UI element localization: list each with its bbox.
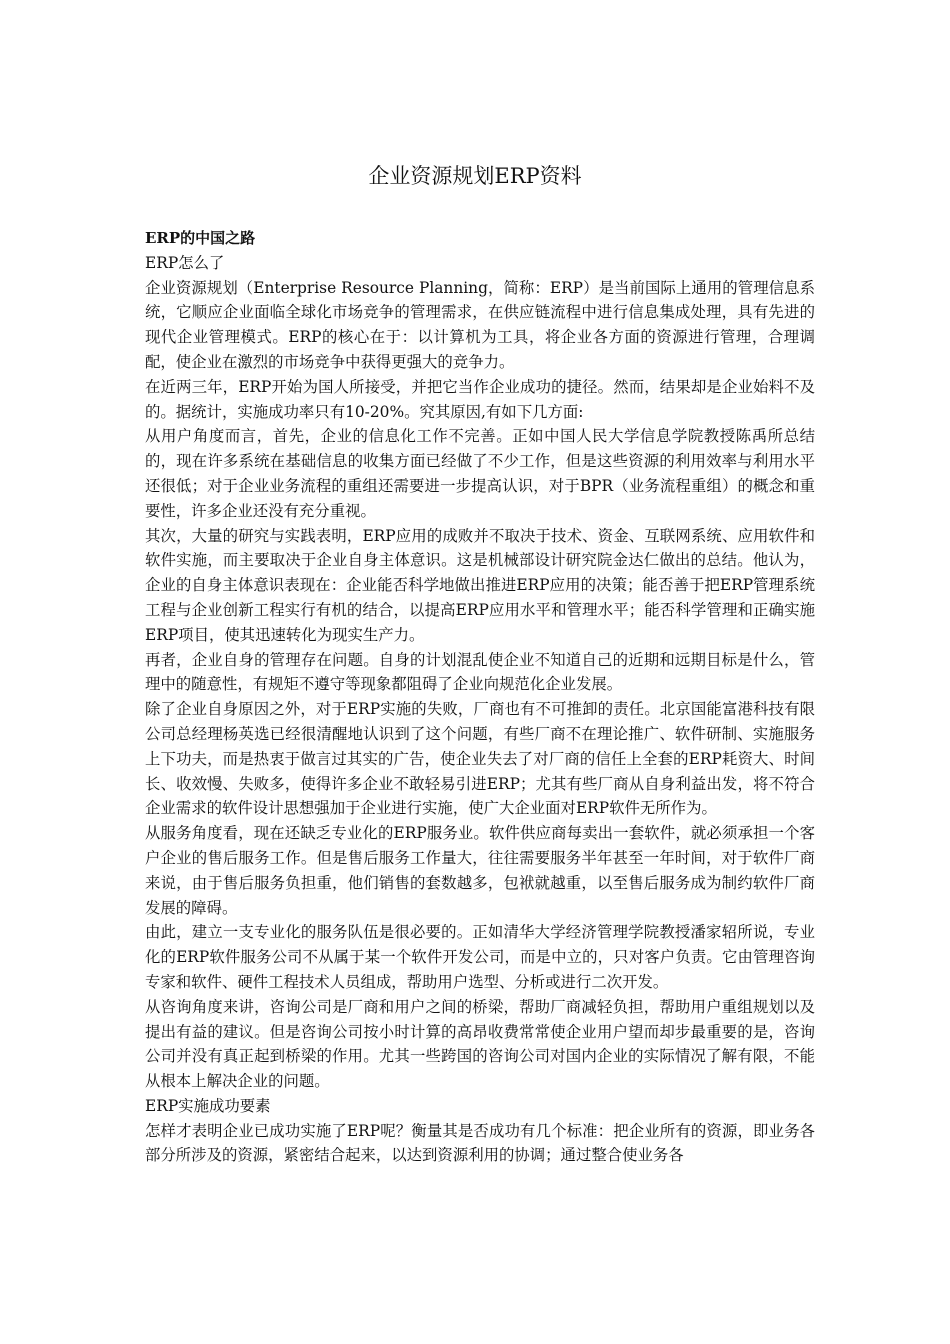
- section-heading: ERP的中国之路: [145, 229, 256, 247]
- paragraph: 怎样才表明企业已成功实施了ERP呢？衡量其是否成功有几个标准：把企业所有的资源，即业务各部分所涉及的资源，紧密结合起来，以达到资源利用的协调；通过整合使业务各: [145, 1121, 815, 1165]
- document-title: 企业资源规划ERP资料: [368, 164, 582, 188]
- paragraph: 其次，大量的研究与实践表明，ERP应用的成败并不取决于技术、资金、互联网系统、应用软件和软件实施，而主要取决于企业自身主体意识。这是机械部设计研究院金达仁做出的总结。他认为，企业的自身主体意识表现在：企业能否科学地做出推进ERP应用的决策；能否善于把ERP管理系统工程与企业创新工程实行有机的结合，以提高ERP应用水平和管理水平；能否科学管理和正确实施ERP项目，使其迅速转化为现实生产力。: [145, 526, 815, 644]
- paragraph: 在近两三年，ERP开始为国人所接受，并把它当作企业成功的捷径。然而，结果却是企业始料不及的。据统计，实施成功率只有10-20%。究其原因,有如下几方面:: [145, 377, 815, 421]
- subheading: ERP实施成功要素: [145, 1096, 271, 1115]
- paragraph: 从用户角度而言，首先，企业的信息化工作不完善。正如中国人民大学信息学院教授陈禹所总结的，现在许多系统在基础信息的收集方面已经做了不少工作，但是这些资源的利用效率与利用水平还很低；对于企业业务流程的重组还需要进一步提高认识，对于BPR（业务流程重组）的概念和重要性，许多企业还没有充分重视。: [145, 427, 815, 520]
- paragraph: 除了企业自身原因之外，对于ERP实施的失败，厂商也有不可推卸的责任。北京国能富港科技有限公司总经理杨英选已经很清醒地认识到了这个问题，有些厂商不在理论推广、软件研制、实施服务上下功夫，而是热衷于做言过其实的广告，使企业失去了对厂商的信任上全套的ERP耗资大、时间长、收效慢、失败多，使得许多企业不敢轻易引进ERP；尤其有些厂商从自身利益出发，将不符合企业需求的软件设计思想强加于企业进行实施，使广大企业面对ERP软件无所作为。: [145, 700, 815, 818]
- paragraph: 企业资源规划（Enterprise Resource Planning，简称：ERP）是当前国际上通用的管理信息系统，它顺应企业面临全球化市场竞争的管理需求，在供应链流程中进行信息集成处理，具有先进的现代企业管理模式。ERP的核心在于：以计算机为工具，将企业各方面的资源进行管理，合理调配，使企业在激烈的市场竞争中获得更强大的竞争力。: [145, 278, 815, 371]
- paragraph: 从咨询角度来讲，咨询公司是厂商和用户之间的桥梁，帮助厂商减轻负担，帮助用户重组规划以及提出有益的建议。但是咨询公司按小时计算的高昂收费常常使企业用户望而却步最重要的是，咨询公司并没有真正起到桥梁的作用。尤其一些跨国的咨询公司对国内企业的实际情况了解有限，不能从根本上解决企业的问题。: [145, 997, 815, 1091]
- paragraph: 再者，企业自身的管理存在问题。自身的计划混乱使企业不知道自己的近期和远期目标是什么，管理中的随意性，有规矩不遵守等现象都阻碍了企业向规范化企业发展。: [145, 650, 815, 694]
- paragraph: 由此，建立一支专业化的服务队伍是很必要的。正如清华大学经济管理学院教授潘家轺所说，专业化的ERP软件服务公司不从属于某一个软件开发公司，而是中立的，只对客户负责。它由管理咨询专家和软件、硬件工程技术人员组成，帮助用户选型、分析或进行二次开发。: [145, 923, 815, 991]
- paragraph: 从服务角度看，现在还缺乏专业化的ERP服务业。软件供应商每卖出一套软件，就必须承担一个客户企业的售后服务工作。但是售后服务工作量大，往往需要服务半年甚至一年时间，对于软件厂商来说，由于售后服务负担重，他们销售的套数越多，包袱就越重，以至售后服务成为制约软件厂商发展的障碍。: [145, 824, 815, 917]
- subheading: ERP怎么了: [145, 253, 225, 272]
- document-body: [145, 226, 815, 1168]
